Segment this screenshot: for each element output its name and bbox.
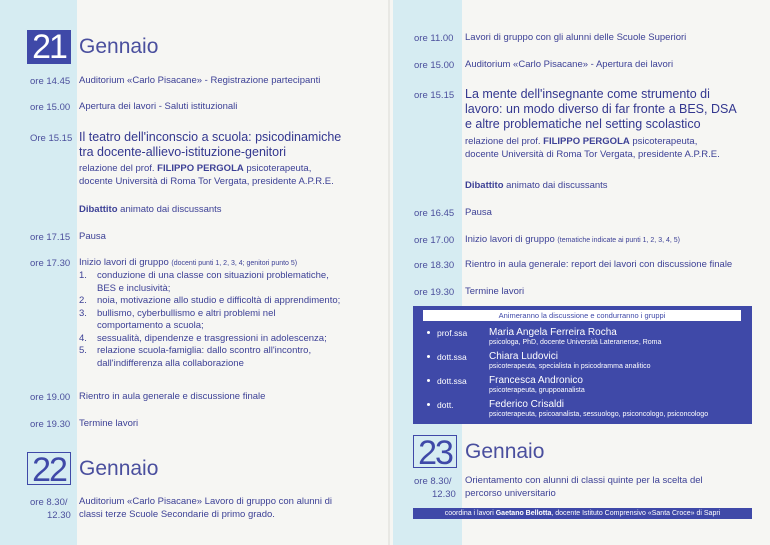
bullet-icon — [427, 355, 430, 358]
item-number: 1. — [79, 270, 87, 281]
discussion-line — [79, 204, 222, 217]
facilitator-title: dott.ssa — [437, 352, 467, 362]
event-text: Termine lavori — [79, 418, 139, 429]
facilitator-name: Francesca Andronico — [489, 375, 583, 386]
event-time: ore 15.00 — [30, 102, 71, 113]
speaker-intro: relazione del prof. — [79, 163, 158, 174]
day-number: 21 — [27, 30, 71, 64]
topic-list — [79, 270, 369, 370]
item-text: relazione scuola-famiglia: dallo scontro all'incontro, — [97, 345, 312, 356]
event-time: 12.30 — [432, 489, 456, 500]
facilitator-name: Chiara Ludovici — [489, 351, 558, 362]
event-time: ore 19.30 — [414, 287, 455, 298]
list-item — [79, 295, 369, 308]
list-item — [79, 333, 369, 346]
facilitator-title: dott. — [437, 400, 454, 410]
event-time: ore 8.30/ — [30, 497, 68, 508]
discussion-text: animato dai discussants — [117, 204, 222, 215]
speaker-affiliation: docente Università di Roma Tor Vergata, presidente A.P.R.E. — [79, 176, 334, 187]
item-text: comportamento a scuola; — [97, 320, 204, 331]
event-time: ore 19.30 — [30, 419, 71, 430]
facilitator-name: Maria Angela Ferreira Rocha — [489, 327, 617, 338]
bullet-icon — [427, 403, 430, 406]
item-number: 2. — [79, 295, 87, 306]
day-header-23 — [413, 434, 545, 472]
event-text: Auditorium «Carlo Pisacane» - Registrazione partecipanti — [79, 75, 321, 86]
speaker-intro: relazione del prof. — [465, 136, 544, 147]
event-text: classi terze Scuole Secondarie di primo grado. — [79, 509, 275, 520]
event-text: Rientro in aula generale e discussione finale — [79, 391, 266, 402]
event-text: Pausa — [79, 231, 106, 242]
month-label: Gennaio — [79, 456, 159, 480]
speaker-affiliation: docente Università di Roma Tor Vergata, presidente A.P.R.E. — [465, 149, 720, 160]
facilitators-header: Animeranno la discussione e condurranno i gruppi — [423, 310, 741, 321]
group-work-label: Inizio lavori di gruppo — [465, 234, 555, 245]
item-text: sessualità, dipendenze e trasgressioni in adolescenza; — [97, 332, 327, 344]
coordinator-bar — [413, 508, 752, 519]
day-number: 23 — [413, 435, 457, 468]
item-text: noia, motivazione allo studio e difficoltà di apprendimento; — [97, 295, 341, 306]
event-time: ore 14.45 — [30, 76, 71, 87]
discussion-label: Dibattito — [79, 204, 118, 215]
event-text: Auditorium «Carlo Pisacane» - Apertura dei lavori — [465, 59, 674, 70]
facilitator-title: dott.ssa — [437, 376, 467, 386]
facilitator-desc: psicoterapeuta, specialista in psicodramma analitico — [489, 363, 651, 370]
facilitator-name: Federico Crisaldi — [489, 399, 565, 410]
speaker-line — [79, 163, 311, 176]
item-text: conduzione di una classe con situazioni problematiche, — [97, 270, 329, 281]
talk-title-line: lavoro: un modo diverso di far fronte a BES, DSA — [465, 102, 737, 116]
list-item — [79, 308, 369, 333]
discussion-label: Dibattito — [465, 180, 504, 191]
event-time: ore 17.15 — [30, 232, 71, 243]
bullet-icon — [427, 331, 430, 334]
event-time: ore 15.00 — [414, 60, 455, 71]
list-item — [79, 270, 369, 295]
event-text: Orientamento con alunni di classi quinte per la scelta del — [465, 475, 703, 486]
event-time: ore 19.00 — [30, 392, 71, 403]
event-time: ore 15.15 — [414, 90, 455, 101]
coordinator-intro: coordina i lavori — [444, 510, 496, 517]
day-header-22 — [27, 451, 159, 489]
talk-title-line: e altre problematiche nel setting scolastico — [465, 117, 701, 131]
talk-title-line: Il teatro dell'inconscio a scuola: psicodinamiche — [79, 130, 342, 144]
month-label: Gennaio — [79, 35, 159, 58]
event-text: Termine lavori — [465, 286, 525, 297]
page-fold — [388, 0, 390, 545]
facilitator-desc: psicoterapeuta, psicoanalista, sessuologo, psiconcologo, psiconcologo — [489, 411, 709, 418]
day-number: 22 — [27, 452, 71, 485]
speaker-name: FILIPPO PERGOLA — [157, 163, 244, 174]
event-time: ore 17.00 — [414, 235, 455, 246]
talk-title-line: tra docente-allievo-istituzione-genitori — [79, 145, 287, 159]
speaker-role: psicoterapeuta, — [243, 163, 312, 174]
event-time: ore 11.00 — [414, 33, 454, 44]
group-work-note: (docenti punti 1, 2, 3, 4; genitori punto 5) — [171, 260, 298, 267]
group-work-label: Inizio lavori di gruppo — [79, 257, 169, 268]
event-time: ore 16.45 — [414, 208, 455, 219]
item-number: 5. — [79, 345, 87, 356]
item-text: bullismo, cyberbullismo e altri problemi nel — [97, 307, 276, 319]
discussion-line — [465, 180, 608, 193]
facilitator-desc: psicologa, PhD, docente Università Lateranense, Roma — [489, 339, 662, 346]
event-text: Auditorium «Carlo Pisacane» Lavoro di gruppo con alunni di — [79, 496, 332, 507]
group-work-note: (tematiche indicate ai punti 1, 2, 3, 4, 5) — [557, 237, 680, 244]
discussion-text: animato dai discussants — [503, 180, 608, 191]
event-time: ore 17.30 — [30, 258, 71, 269]
event-time: 12.30 — [47, 510, 71, 521]
facilitator-desc: psicoterapeuta, gruppoanalista — [489, 387, 585, 394]
coordinator-name: Gaetano Bellotta — [495, 510, 552, 517]
facilitator-title: prof.ssa — [437, 328, 468, 338]
day-header-21 — [27, 30, 158, 64]
speaker-role: psicoterapeuta, — [629, 136, 698, 147]
event-time: ore 8.30/ — [414, 476, 452, 487]
month-label: Gennaio — [465, 439, 545, 463]
event-text — [79, 257, 297, 271]
item-number: 3. — [79, 307, 87, 319]
event-text: Pausa — [465, 207, 492, 218]
speaker-name: FILIPPO PERGOLA — [543, 136, 630, 147]
talk-title-line: La mente dell'insegnante come strumento di — [465, 87, 710, 101]
bullet-icon — [427, 379, 430, 382]
event-text: Lavori di gruppo con gli alunni delle Scuole Superiori — [465, 32, 687, 43]
event-time: ore 18.30 — [414, 260, 455, 271]
speaker-line — [465, 136, 697, 149]
event-text: Rientro in aula generale: report dei lavori con discussione finale — [465, 259, 733, 270]
item-text: dall'indifferenza alla collaborazione — [97, 357, 244, 369]
item-number: 4. — [79, 332, 87, 344]
event-time: Ore 15.15 — [30, 133, 73, 144]
event-text: percorso universitario — [465, 488, 556, 499]
item-text: BES e inclusività; — [97, 282, 171, 294]
facilitators-box — [413, 306, 752, 424]
event-text: Apertura dei lavori - Saluti istituzionali — [79, 101, 238, 112]
list-item — [79, 345, 369, 370]
coordinator-affiliation: , docente Istituto Comprensivo «Santa Croce» di Sapri — [551, 510, 721, 517]
event-text — [465, 234, 680, 248]
